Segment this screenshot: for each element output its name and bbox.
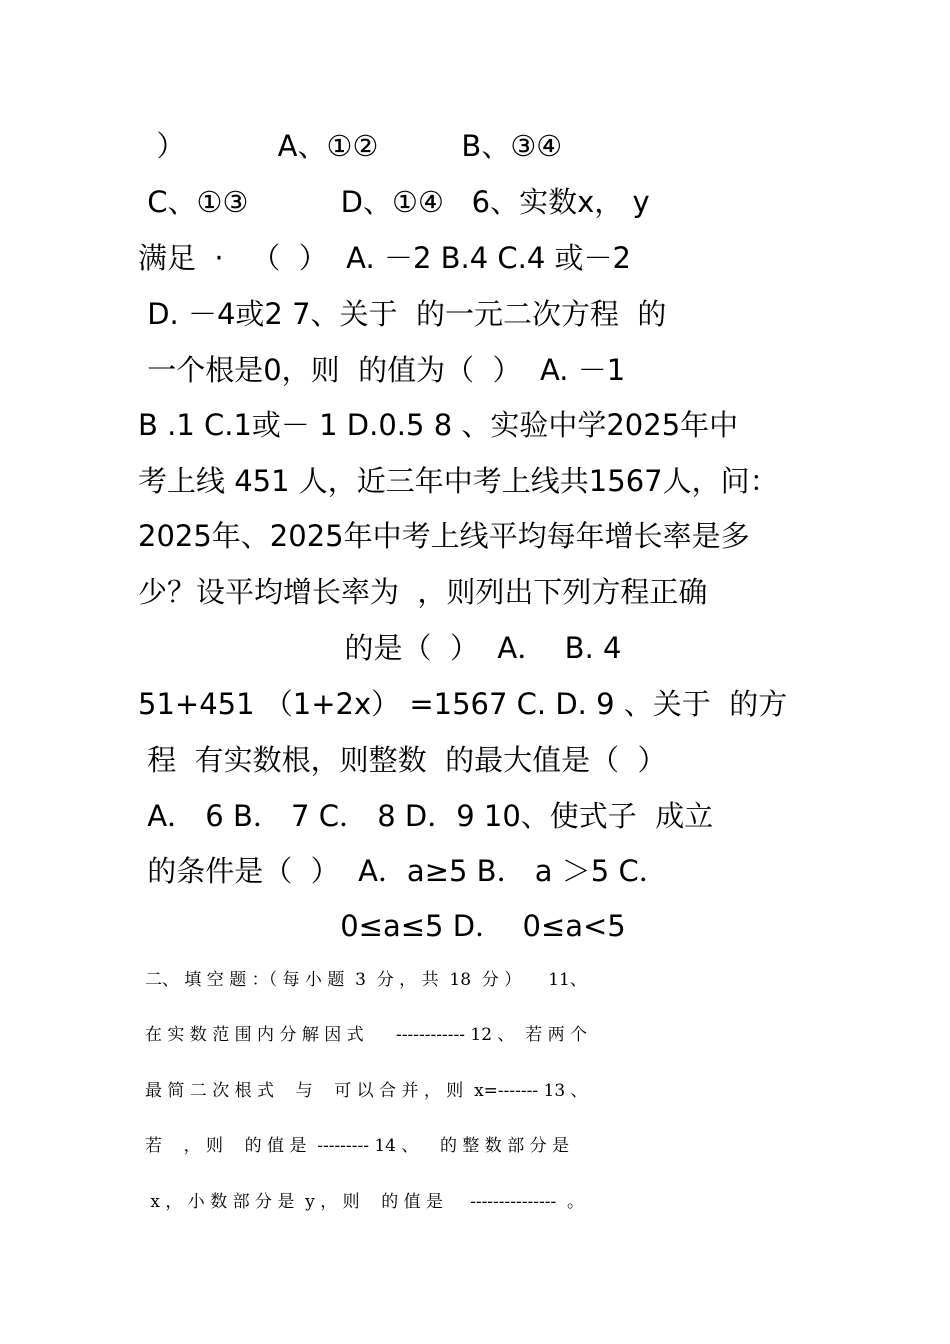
text-line-3: 满足 · （ ） A. －2 B.4 C.4 或－2 xyxy=(138,241,631,275)
text-line-4: D. －4或2 7、关于 的一元二次方程 的 xyxy=(138,297,667,331)
text-line-9: 少？设平均增长率为 ，则列出下列方程正确 xyxy=(138,575,708,609)
fill-blank-line-3: 最 简 二 次 根 式 与 可 以 合 并 ， 则 x=------- 13 、 xyxy=(145,1081,588,1101)
text-line-6: B .1 C.1或－ 1 D.0.5 8 、实验中学2025年中 xyxy=(138,408,739,442)
text-line-11: 51+451 （1+2x） =1567 C. D. 9 、关于 的方 xyxy=(138,687,788,721)
text-line-2: C、①③ D、①④ 6、实数x， y xyxy=(138,185,650,219)
text-line-8: 2025年、2025年中考上线平均每年增长率是多 xyxy=(138,519,750,553)
text-line-12: 程 有实数根，则整数 的最大值是（ ） xyxy=(138,743,667,777)
text-line-5: 一个根是0，则 的值为（ ） A. －1 xyxy=(138,353,626,387)
fill-blank-line-4: 若 ， 则 的 值 是 --------- 14 、 的 整 数 部 分 是 xyxy=(145,1136,570,1156)
text-line-15: 0≤a≤5 D． 0≤a<5 xyxy=(340,909,626,943)
text-line-10: 的是（ ） A． B. 4 xyxy=(344,631,622,665)
fill-blank-line-5: x ， 小 数 部 分 是 y ， 则 的 值 是 --------------- 。 xyxy=(145,1192,585,1212)
text-line-1: ） A、①② B、③④ xyxy=(138,129,563,163)
fill-blank-line-1: 二、 填 空 题 ：（ 每 小 题 3 分 ， 共 18 分 ） 11、 xyxy=(145,970,587,990)
text-line-14: 的条件是（ ） A．a≥5 B． a ＞5 C． xyxy=(138,854,668,888)
text-line-7: 考上线 451 人，近三年中考上线共1567人，问： xyxy=(138,464,779,498)
text-line-13: A． 6 B． 7 C． 8 D．9 10、使式子 成立 xyxy=(138,799,714,833)
fill-blank-line-2: 在 实 数 范 围 内 分 解 因 式 ------------ 12 、 若 两 个 xyxy=(145,1025,588,1045)
